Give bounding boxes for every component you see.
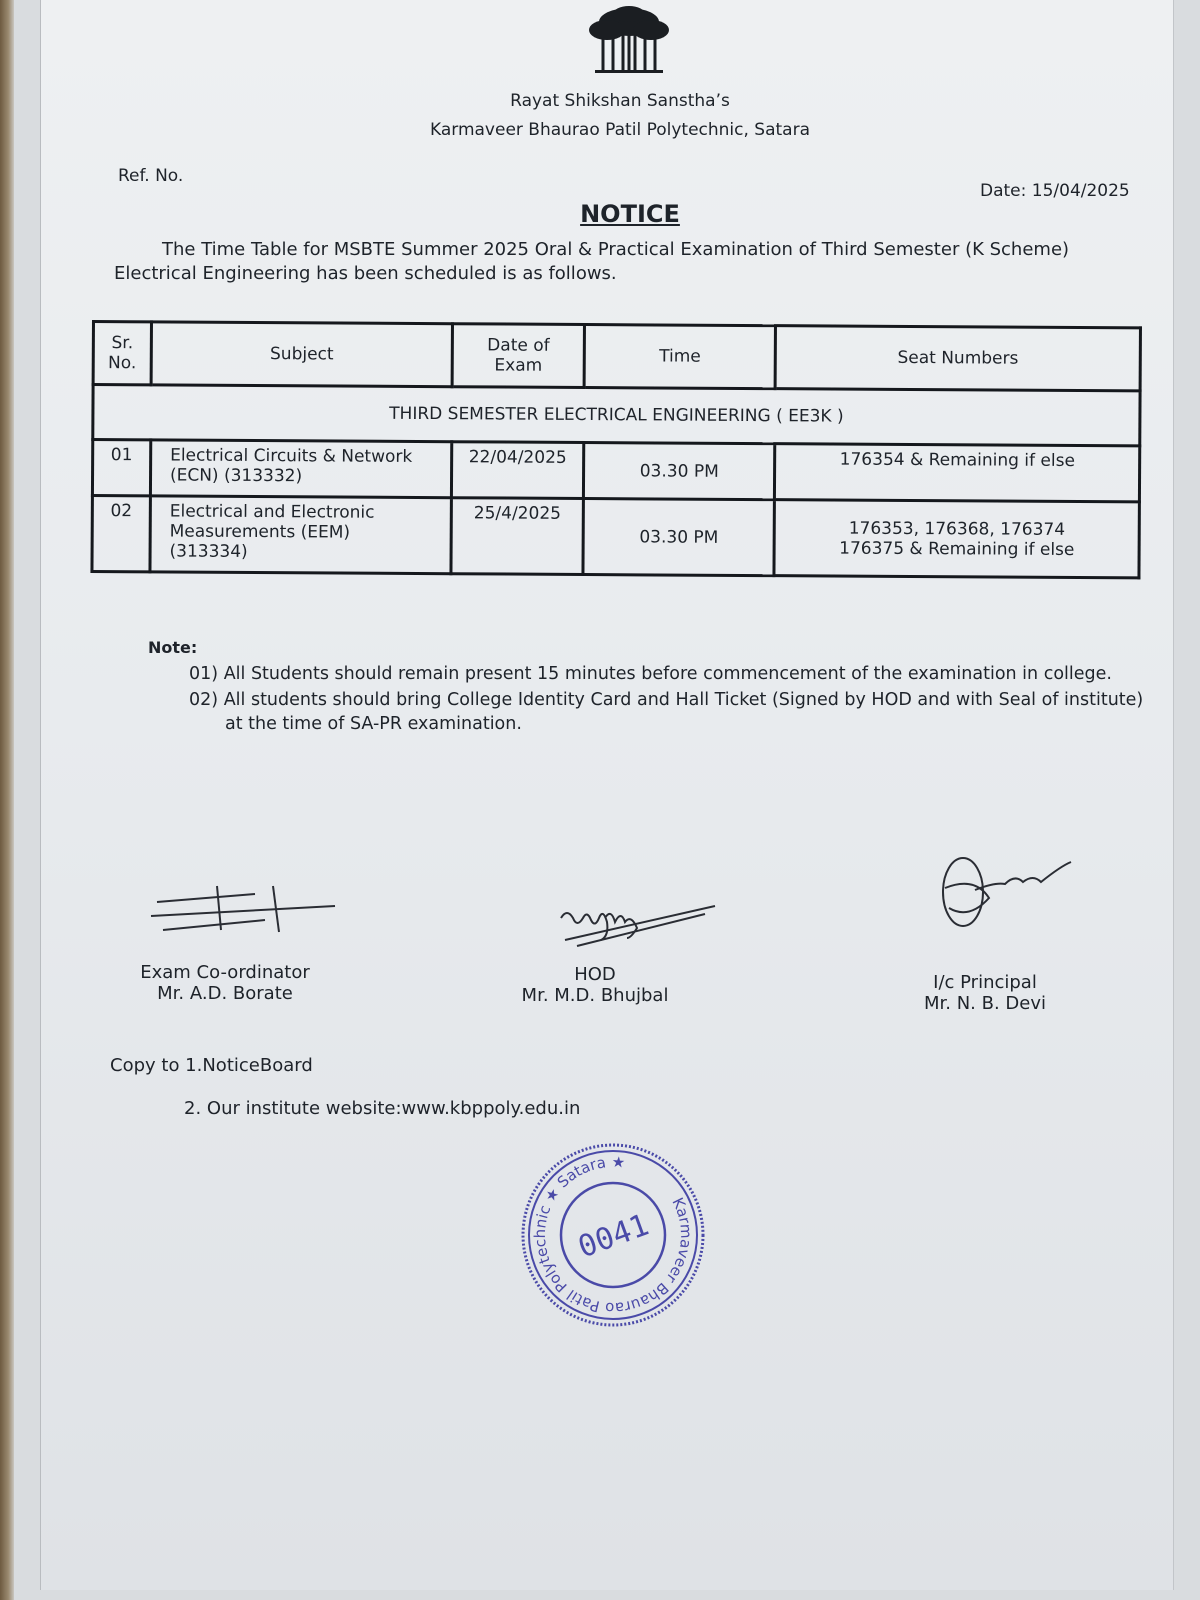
table-row xyxy=(92,496,1139,578)
note-item: 01) All Students should remain present 15 minutes before commencement of the examination in college. xyxy=(189,664,1112,684)
header-subject: Subject xyxy=(151,322,453,387)
header-date: Date of Exam xyxy=(452,324,584,388)
row-subject: Electrical Circuits & Network (ECN) (313332) xyxy=(150,440,452,498)
seal-center-number: 0041 xyxy=(573,1207,654,1266)
institute-name: Karmaveer Bhaurao Patil Polytechnic, Satara xyxy=(430,120,810,140)
signature-hod xyxy=(555,900,725,960)
section-title-row xyxy=(93,385,1140,446)
background-edge xyxy=(0,0,14,1600)
copy-to-website: 2. Our institute website:www.kbppoly.edu.in xyxy=(184,1098,581,1119)
note-item: 02) All students should bring College Identity Card and Hall Ticket (Signed by HOD and with Seal of institute) at the time of SA-PR examination. xyxy=(189,690,1144,734)
notice-date: Date: 15/04/2025 xyxy=(980,181,1130,201)
organization-name: Rayat Shikshan Sanstha’s xyxy=(510,91,730,111)
section-title: THIRD SEMESTER ELECTRICAL ENGINEERING ( EE3K ) xyxy=(93,385,1140,446)
row-seat-numbers: 176353, 176368, 176374 176375 & Remaining if else xyxy=(774,500,1139,578)
signatory-hod: HOD Mr. M.D. Bhujbal xyxy=(521,964,669,1006)
signature-principal xyxy=(935,850,1075,940)
row-time: 03.30 PM xyxy=(583,499,775,576)
signature-exam-coordinator xyxy=(145,880,345,940)
row-seat-numbers: 176354 & Remaining if else xyxy=(775,444,1140,502)
notice-title: NOTICE xyxy=(580,200,680,228)
row-sr: 02 xyxy=(92,496,150,572)
table-header-row xyxy=(93,322,1140,391)
institute-seal-icon xyxy=(518,1140,708,1330)
copy-to-noticeboard: Copy to 1.NoticeBoard xyxy=(110,1055,313,1076)
row-subject: Electrical and Electronic Measurements (EEM) (313334) xyxy=(150,496,452,574)
header-time: Time xyxy=(584,325,776,389)
notice-intro: The Time Table for MSBTE Summer 2025 Oral & Practical Examination of Third Semester (K Scheme) Electrical Engineering has been scheduled is as follows. xyxy=(114,239,1070,284)
row-date: 25/4/2025 xyxy=(451,498,583,575)
notes-heading: Note: xyxy=(148,638,198,657)
row-sr: 01 xyxy=(92,440,150,496)
exam-timetable xyxy=(90,320,1142,579)
header-seat-numbers: Seat Numbers xyxy=(775,326,1140,391)
table-row xyxy=(92,440,1139,502)
signatory-principal: I/c Principal Mr. N. B. Devi xyxy=(923,972,1046,1014)
seal-ring-text: Karmaveer Bhaurao Patil Polytechnic ★ Satara ★ xyxy=(530,1152,696,1318)
signatory-exam-coordinator: Exam Co-ordinator Mr. A.D. Borate xyxy=(140,962,310,1004)
reference-number: Ref. No. xyxy=(118,166,184,186)
row-time: 03.30 PM xyxy=(583,443,775,500)
banyan-tree-logo-icon xyxy=(583,4,675,76)
row-date: 22/04/2025 xyxy=(452,442,584,499)
header-sr-no: Sr. No. xyxy=(93,322,151,385)
